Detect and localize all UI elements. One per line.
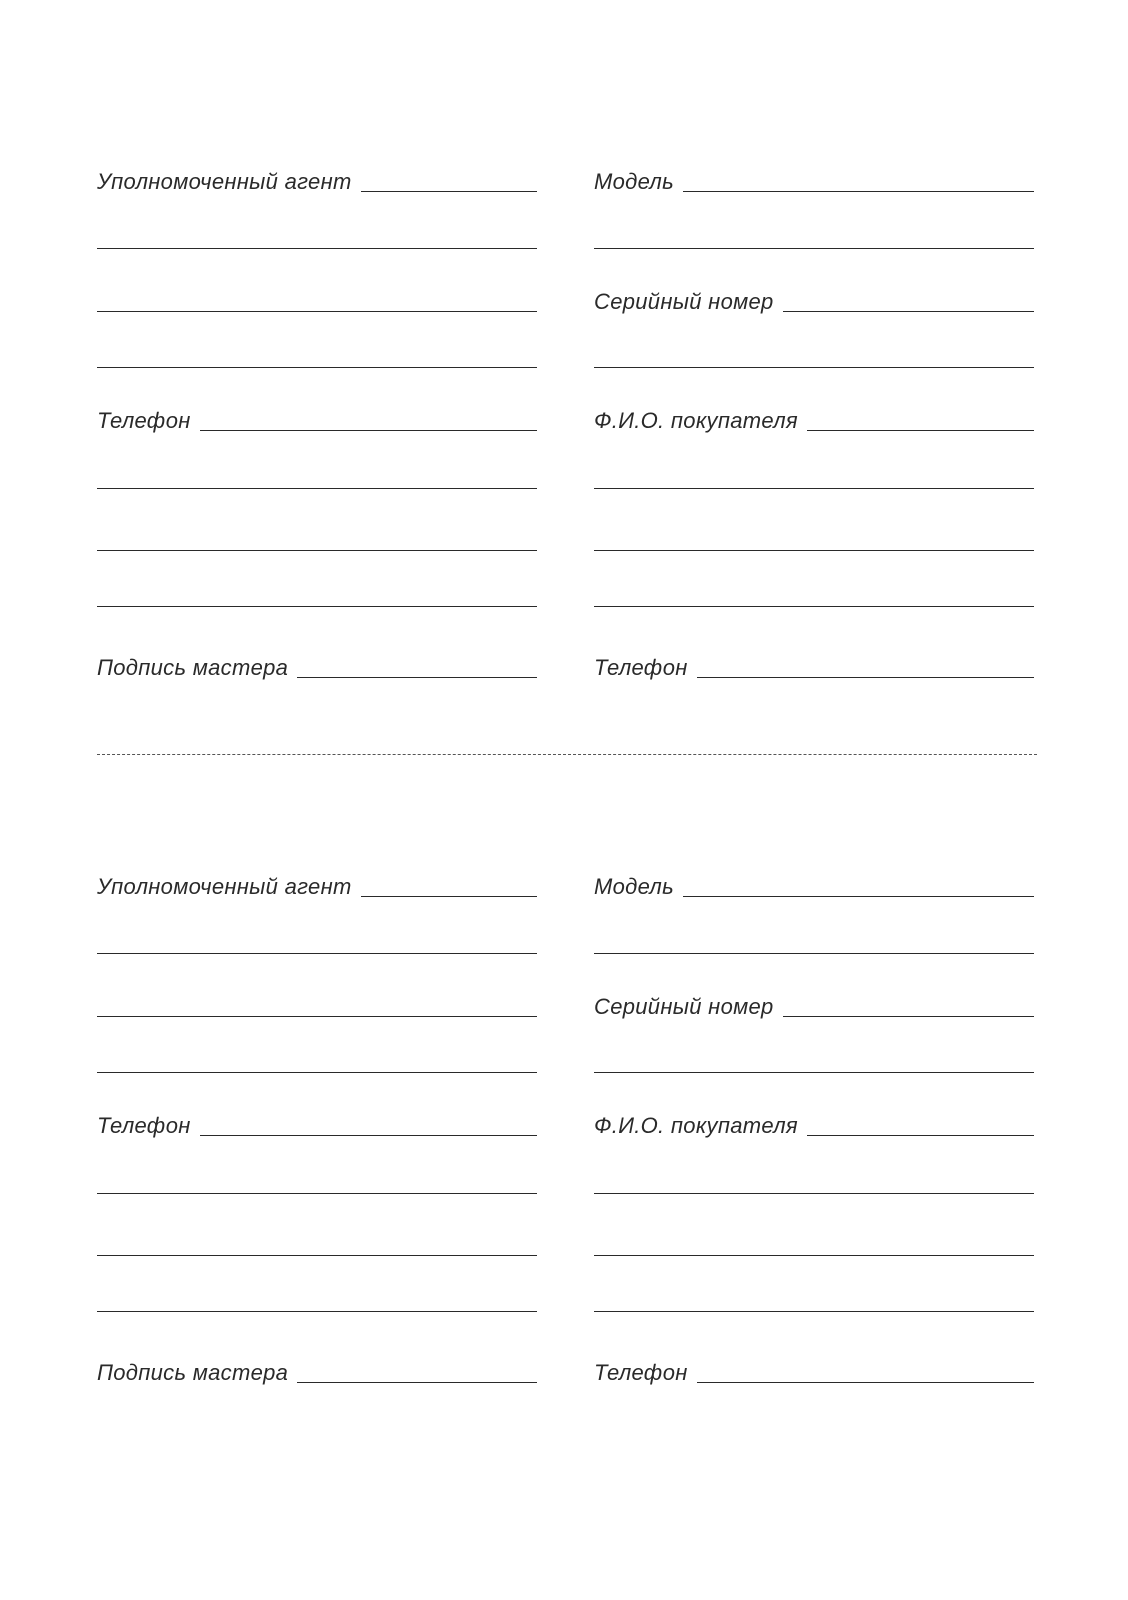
- agent-blank-line[interactable]: [97, 336, 537, 372]
- customer-name-line: [807, 1135, 1034, 1136]
- master-signature-line: [297, 1382, 537, 1383]
- blank-line: [594, 606, 1034, 607]
- agent-line: [361, 191, 537, 192]
- customer-name-line: [807, 430, 1034, 431]
- customer-name-label: Ф.И.О. покупателя: [594, 408, 798, 433]
- blank-line: [594, 488, 1034, 489]
- agent-blank-line[interactable]: [97, 922, 537, 958]
- model-line: [683, 191, 1034, 192]
- blank-line: [594, 1072, 1034, 1073]
- customer-phone-label: Телефон: [594, 655, 688, 680]
- model-label: Модель: [594, 874, 675, 899]
- blank-line: [594, 1193, 1034, 1194]
- customer-phone-field[interactable]: [594, 646, 1034, 682]
- agent-blank-line[interactable]: [97, 457, 537, 493]
- blank-line: [594, 248, 1034, 249]
- customer-phone-field[interactable]: [594, 1351, 1034, 1387]
- customer-name-label: Ф.И.О. покупателя: [594, 1113, 798, 1138]
- agent-blank-line[interactable]: [97, 1041, 537, 1077]
- warranty-coupon-bottom: [97, 865, 1037, 1425]
- agent-blank-line[interactable]: [97, 519, 537, 555]
- blank-line: [97, 1072, 537, 1073]
- blank-line: [97, 367, 537, 368]
- master-signature-field[interactable]: [97, 1351, 537, 1387]
- agent-blank-line[interactable]: [97, 985, 537, 1021]
- customer-blank-line[interactable]: [594, 575, 1034, 611]
- agent-field[interactable]: [97, 865, 537, 901]
- customer-blank-line[interactable]: [594, 1280, 1034, 1316]
- serial-number-line: [783, 1016, 1034, 1017]
- customer-blank-line[interactable]: [594, 519, 1034, 555]
- product-customer-column: [594, 160, 1034, 720]
- agent-line: [361, 896, 537, 897]
- customer-blank-line[interactable]: [594, 1224, 1034, 1260]
- product-customer-column: [594, 865, 1034, 1425]
- customer-phone-line: [697, 677, 1034, 678]
- blank-line: [97, 248, 537, 249]
- service-agent-column: [97, 865, 537, 1425]
- serial-number-field[interactable]: [594, 985, 1034, 1021]
- service-agent-column: [97, 160, 537, 720]
- blank-line: [594, 953, 1034, 954]
- blank-line: [97, 311, 537, 312]
- agent-phone-line: [200, 1135, 537, 1136]
- agent-field[interactable]: [97, 160, 537, 196]
- blank-line: [97, 606, 537, 607]
- agent-phone-line: [200, 430, 537, 431]
- agent-blank-line[interactable]: [97, 575, 537, 611]
- agent-label: Уполномоченный агент: [97, 874, 352, 899]
- serial-number-line: [783, 311, 1034, 312]
- agent-blank-line[interactable]: [97, 217, 537, 253]
- agent-blank-line[interactable]: [97, 1162, 537, 1198]
- serial-blank-line[interactable]: [594, 336, 1034, 372]
- master-signature-line: [297, 677, 537, 678]
- model-blank-line[interactable]: [594, 922, 1034, 958]
- model-field[interactable]: [594, 865, 1034, 901]
- blank-line: [97, 1016, 537, 1017]
- serial-number-field[interactable]: [594, 280, 1034, 316]
- customer-blank-line[interactable]: [594, 457, 1034, 493]
- dashed-cut-line: [97, 754, 1037, 755]
- serial-number-label: Серийный номер: [594, 994, 774, 1019]
- agent-blank-line[interactable]: [97, 1224, 537, 1260]
- customer-blank-line[interactable]: [594, 1162, 1034, 1198]
- blank-line: [594, 550, 1034, 551]
- blank-line: [594, 1255, 1034, 1256]
- master-signature-label: Подпись мастера: [97, 1360, 289, 1385]
- blank-line: [97, 550, 537, 551]
- agent-blank-line[interactable]: [97, 280, 537, 316]
- blank-line: [594, 1311, 1034, 1312]
- blank-line: [97, 1255, 537, 1256]
- customer-name-field[interactable]: [594, 1104, 1034, 1140]
- master-signature-label: Подпись мастера: [97, 655, 289, 680]
- customer-name-field[interactable]: [594, 399, 1034, 435]
- warranty-coupon-top: [97, 160, 1037, 720]
- blank-line: [97, 1311, 537, 1312]
- agent-phone-label: Телефон: [97, 408, 191, 433]
- serial-blank-line[interactable]: [594, 1041, 1034, 1077]
- model-line: [683, 896, 1034, 897]
- customer-phone-line: [697, 1382, 1034, 1383]
- customer-phone-label: Телефон: [594, 1360, 688, 1385]
- master-signature-field[interactable]: [97, 646, 537, 682]
- agent-blank-line[interactable]: [97, 1280, 537, 1316]
- model-label: Модель: [594, 169, 675, 194]
- blank-line: [97, 953, 537, 954]
- agent-phone-field[interactable]: [97, 399, 537, 435]
- agent-label: Уполномоченный агент: [97, 169, 352, 194]
- blank-line: [97, 1193, 537, 1194]
- serial-number-label: Серийный номер: [594, 289, 774, 314]
- model-blank-line[interactable]: [594, 217, 1034, 253]
- model-field[interactable]: [594, 160, 1034, 196]
- agent-phone-field[interactable]: [97, 1104, 537, 1140]
- agent-phone-label: Телефон: [97, 1113, 191, 1138]
- blank-line: [594, 367, 1034, 368]
- blank-line: [97, 488, 537, 489]
